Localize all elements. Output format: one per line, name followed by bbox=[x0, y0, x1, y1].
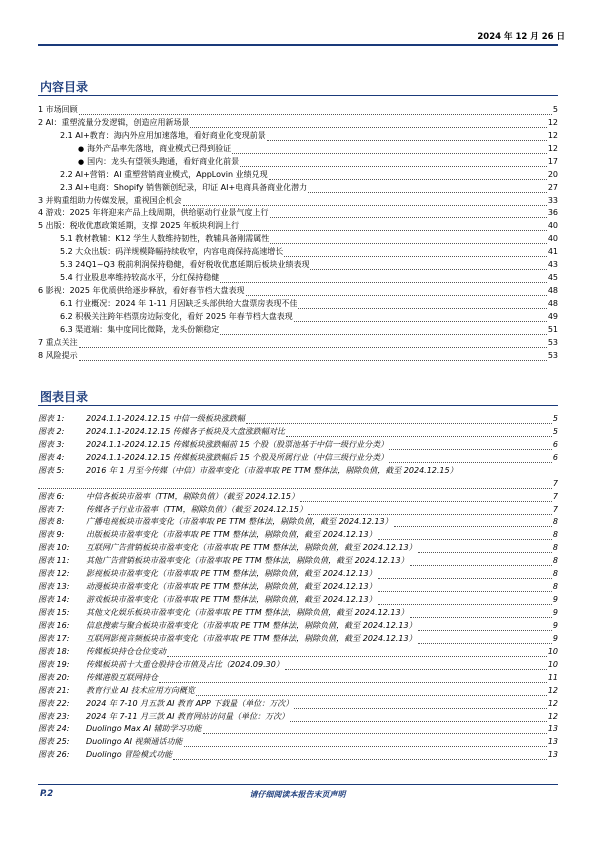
figure-entry-number: 图表 10: bbox=[38, 543, 70, 553]
figure-entry-label: 2024.1.1-2024.12.15 中信一级板块涨跌幅 bbox=[86, 413, 245, 423]
dot-leader bbox=[184, 740, 547, 747]
figure-entry-label: 其他文化娱乐板块市盈率变化（市盈率取 PE TTM 整体法，剔除负值，截至 2024.12.13） bbox=[86, 608, 409, 617]
dot-leader bbox=[190, 121, 546, 128]
toc-entry[interactable] bbox=[38, 231, 558, 244]
figure-entry-label: Duolingo AI 视频通话功能 bbox=[86, 737, 183, 747]
figure-entry-page: 5 bbox=[552, 426, 558, 436]
dot-leader bbox=[410, 559, 552, 566]
figure-entry[interactable] bbox=[38, 747, 558, 760]
figure-entry-page: 8 bbox=[552, 530, 558, 540]
figure-entry-number: 图表 3: bbox=[38, 439, 65, 449]
dot-leader bbox=[173, 753, 547, 760]
toc-entry-label bbox=[60, 234, 269, 244]
toc-entry-page: 40 bbox=[547, 221, 558, 231]
figure-entry[interactable] bbox=[38, 683, 558, 696]
toc-entry-page: 45 bbox=[547, 273, 558, 283]
figure-entry[interactable] bbox=[38, 709, 558, 722]
dot-leader bbox=[284, 250, 547, 257]
figure-entry[interactable] bbox=[38, 605, 558, 618]
toc-entry-label bbox=[60, 299, 297, 309]
dot-leader bbox=[38, 482, 552, 489]
figure-entry[interactable] bbox=[38, 540, 558, 553]
toc-entry-label bbox=[78, 144, 231, 154]
figure-entry-number: 图表 12: bbox=[38, 569, 70, 579]
toc-entry[interactable] bbox=[38, 283, 558, 296]
figure-entry-page: 6 bbox=[552, 452, 558, 462]
figure-entry[interactable] bbox=[38, 502, 558, 515]
figure-entry[interactable] bbox=[38, 424, 558, 437]
toc-entry-label bbox=[60, 325, 219, 335]
disclaimer-note: 请仔细阅读本报告末页声明 bbox=[249, 790, 346, 799]
figure-entry[interactable] bbox=[38, 631, 558, 644]
figure-entry-label: 传媒各子行业市盈率（TTM，剔除负值）（截至 2024.12.15） bbox=[86, 504, 308, 514]
figure-entry[interactable] bbox=[38, 411, 558, 424]
toc-entry-label bbox=[60, 183, 307, 193]
figure-entry-page: 7 bbox=[552, 478, 558, 488]
toc-entry-page: 51 bbox=[547, 324, 558, 334]
dot-leader bbox=[79, 354, 547, 361]
figure-entry-page: 9 bbox=[552, 633, 558, 643]
figure-entry[interactable] bbox=[38, 722, 558, 735]
figure-entry-page: 8 bbox=[552, 543, 558, 553]
toc-entry-page: 36 bbox=[547, 208, 558, 218]
figure-entry-label: 动漫板块市盈率变化（市盈率取 PE TTM 整体法，剔除负值，截至 2024.12.13） bbox=[86, 582, 377, 592]
figure-entry-label: 出版板块市盈率变化（市盈率取 PE TTM 整体法，剔除负值，截至 2024.12.13） bbox=[86, 530, 377, 540]
figure-entry-label: 互联网广告营销板块市盈率变化（市盈率取 PE TTM 整体法，剔除负值，截至 2024.12.13） bbox=[86, 543, 417, 553]
figure-entry[interactable] bbox=[38, 566, 558, 579]
figure-entry-page: 9 bbox=[552, 620, 558, 630]
toc-entry-label bbox=[38, 105, 78, 115]
figure-entry[interactable] bbox=[38, 527, 558, 540]
figure-entry-number: 图表 21: bbox=[38, 685, 70, 695]
dot-leader bbox=[418, 546, 552, 553]
dot-leader bbox=[378, 585, 552, 592]
dot-leader bbox=[203, 727, 547, 734]
toc-entry-page: 33 bbox=[547, 195, 558, 205]
dot-leader bbox=[286, 430, 552, 437]
dot-leader bbox=[183, 199, 547, 206]
toc-entry-text: 5.1 教材教辅：K12 学生人数维持韧性，教辅具备刚需属性 bbox=[60, 234, 270, 244]
bullet-icon: ● bbox=[78, 144, 85, 153]
toc-entry-label bbox=[60, 260, 309, 270]
toc-entry-text: 1 市场回顾 bbox=[38, 104, 78, 114]
figure-entry-number: 图表 14: bbox=[38, 595, 70, 605]
figure-entry-label: 广播电视板块市盈率变化（市盈率取 PE TTM 整体法，剔除负值，截至 2024.12.13） bbox=[86, 517, 393, 527]
figure-entry-number: 图表 18: bbox=[38, 646, 70, 656]
dot-leader bbox=[269, 173, 547, 180]
figure-entry-page: 11 bbox=[547, 672, 558, 682]
toc-entry-label bbox=[38, 208, 269, 218]
figure-entry-page: 6 bbox=[552, 439, 558, 449]
figure-entry-page: 5 bbox=[552, 413, 558, 423]
toc-entry-text: 国内：龙头有望领头跑通，看好商业化前景 bbox=[87, 156, 240, 166]
figure-entry-label: 2016 年 1 月至今传媒（中信）市盈率变化（市盈率取 PE TTM 整体法，剔除负值，截至 2024.12.15） bbox=[86, 465, 458, 475]
dot-leader bbox=[240, 224, 547, 231]
toc-entry[interactable] bbox=[38, 154, 558, 167]
toc-entry-label bbox=[60, 273, 219, 283]
figure-entry-number: 图表 8: bbox=[38, 517, 65, 527]
page-number: P.2 bbox=[40, 789, 54, 799]
figure-entry-label: 传媒港股互联网持仓 bbox=[86, 672, 158, 682]
toc-entry-page: 20 bbox=[547, 169, 558, 179]
dot-leader bbox=[418, 624, 552, 631]
toc-entry-label bbox=[38, 351, 78, 361]
toc-entry-label bbox=[38, 221, 239, 231]
toc-entry-text: 5 出版：税收优惠政策延期，支撑 2025 年板块利润上行 bbox=[38, 221, 240, 231]
toc-entry-label bbox=[38, 196, 182, 206]
toc-entry-text: 6.2 积极关注跨年档票房边际变化，看好 2025 年春节档大盘表现 bbox=[60, 311, 293, 321]
toc-entry-text: 2.1 AI+教育：海内外应用加速落地，看好商业化变现前景 bbox=[60, 130, 266, 140]
toc-entry-label bbox=[60, 312, 293, 322]
figure-entry-label: 2024.1.1-2024.12.15 传媒各子板块及大盘涨跌幅对比 bbox=[86, 426, 285, 436]
figure-entry-number: 图表 25: bbox=[38, 737, 70, 747]
figure-entry-label: 影视板块市盈率变化（市盈率取 PE TTM 整体法，剔除负值，截至 2024.12.13） bbox=[86, 569, 377, 579]
figure-entry-page: 8 bbox=[552, 569, 558, 579]
toc-entry[interactable] bbox=[38, 335, 558, 348]
figure-entry[interactable] bbox=[38, 463, 558, 476]
dot-leader bbox=[410, 611, 552, 618]
figures-title: 图表目录 bbox=[40, 390, 89, 404]
dot-leader bbox=[220, 276, 547, 283]
figure-entry-label: 教育行业 AI 技术应用方向概览 bbox=[86, 685, 195, 695]
toc-entry[interactable] bbox=[38, 309, 558, 322]
figure-entry-number: 图表 7: bbox=[38, 504, 65, 514]
dot-leader bbox=[79, 108, 552, 115]
toc-entry-label bbox=[60, 131, 266, 141]
figure-entry-page: 12 bbox=[547, 711, 558, 721]
dot-leader bbox=[394, 520, 552, 527]
figure-entry[interactable] bbox=[38, 734, 558, 747]
figure-list bbox=[38, 411, 558, 760]
figure-entry-page: 10 bbox=[547, 646, 558, 656]
toc-entry-text: 2 AI：重塑流量分发逻辑，创造应用新场景 bbox=[38, 117, 190, 127]
figure-entry-page: 9 bbox=[552, 608, 558, 617]
toc-entry[interactable] bbox=[38, 128, 558, 141]
dot-leader bbox=[79, 341, 547, 348]
dot-leader bbox=[378, 533, 552, 540]
toc-entry[interactable] bbox=[38, 218, 558, 231]
toc-entry[interactable] bbox=[38, 244, 558, 257]
figure-entry-page: 8 bbox=[552, 582, 558, 592]
dot-leader bbox=[270, 237, 547, 244]
toc-entry-text: 3 并购重组助力传媒发展，重视国企机会 bbox=[38, 195, 182, 205]
dot-leader bbox=[418, 637, 552, 644]
toc-entry[interactable] bbox=[38, 206, 558, 219]
toc-entry-page: 5 bbox=[552, 104, 558, 114]
toc-entry-page: 12 bbox=[547, 130, 558, 140]
toc-entry-page: 41 bbox=[547, 247, 558, 257]
toc-entry[interactable] bbox=[38, 102, 558, 115]
figure-entry-number: 图表 23: bbox=[38, 711, 70, 721]
toc-entry-text: 5.2 大众出版：码洋规模降幅持续收窄，内容电商保持高速增长 bbox=[60, 247, 284, 257]
dot-leader bbox=[290, 715, 547, 722]
dot-leader bbox=[246, 289, 547, 296]
dot-leader bbox=[389, 443, 552, 450]
toc-entry-label bbox=[38, 286, 245, 296]
figure-entry-label: 2024.1.1-2024.12.15 传媒板块涨跌幅后 15 个股及所属行业（中信三级行业分类） bbox=[86, 452, 389, 462]
figure-entry[interactable] bbox=[38, 644, 558, 657]
figure-entry-number: 图表 11: bbox=[38, 556, 70, 566]
figure-entry-number: 图表 19: bbox=[38, 659, 70, 669]
toc-entry-text: 海外产品率先落地，商业模式已得到验证 bbox=[87, 143, 232, 153]
header-divider bbox=[38, 44, 558, 46]
dot-leader bbox=[270, 211, 547, 218]
figure-entry-page: 13 bbox=[547, 737, 558, 747]
toc-entry-text: 7 重点关注 bbox=[38, 337, 78, 347]
dot-leader bbox=[298, 302, 546, 309]
toc-entry-text: 6.1 行业概况：2024 年 1-11 月因缺乏头部供给大盘票房表现不佳 bbox=[60, 299, 298, 308]
figure-entry[interactable] bbox=[38, 696, 558, 709]
figure-entry-number: 图表 5: bbox=[38, 465, 65, 475]
figure-entry[interactable] bbox=[38, 670, 558, 683]
figure-entry-label: 2024 年 7-10 月五款 AI 教育 APP 下载量（单位：万次） bbox=[86, 698, 294, 708]
dot-leader bbox=[246, 417, 552, 424]
dot-leader bbox=[378, 572, 552, 579]
figure-entry-page: 13 bbox=[547, 750, 558, 760]
dot-leader bbox=[310, 263, 546, 270]
figure-entry[interactable] bbox=[38, 515, 558, 528]
figure-entry-page: 7 bbox=[552, 491, 558, 501]
toc-entry-page: 48 bbox=[547, 299, 558, 308]
toc-entry[interactable] bbox=[38, 115, 558, 128]
toc-entry[interactable] bbox=[38, 141, 558, 154]
toc-entry-label bbox=[60, 247, 283, 257]
figure-entry[interactable] bbox=[38, 437, 558, 450]
dot-leader bbox=[159, 676, 547, 683]
dot-leader bbox=[378, 598, 552, 605]
toc-entry-page: 40 bbox=[547, 234, 558, 244]
dot-leader bbox=[267, 134, 547, 141]
figure-entry-number: 图表 4: bbox=[38, 452, 65, 462]
toc-entry[interactable] bbox=[38, 180, 558, 193]
figure-entry-label: 游戏板块市盈率变化（市盈率取 PE TTM 整体法，剔除负值，截至 2024.12.13） bbox=[86, 595, 377, 605]
dot-leader bbox=[285, 663, 547, 670]
toc-entry[interactable] bbox=[38, 167, 558, 180]
toc-entry-text: 6 影视：2025 年优质供给逐步释放，看好春节档大盘表现 bbox=[38, 286, 245, 296]
figure-entry-number: 图表 17: bbox=[38, 633, 70, 643]
figure-entry-number: 图表 16: bbox=[38, 620, 70, 630]
toc-entry[interactable] bbox=[38, 296, 558, 309]
toc-entry-page: 53 bbox=[547, 350, 558, 360]
report-date: 2024 年 12 月 26 日 bbox=[477, 32, 565, 42]
figure-entry-label: Duolingo Max AI 辅助学习功能 bbox=[86, 724, 202, 734]
bullet-icon: ● bbox=[78, 157, 85, 166]
figures-title-divider bbox=[38, 405, 558, 406]
figure-entry[interactable] bbox=[38, 618, 558, 631]
toc-entry-text: 5.3 24Q1~Q3 税前利润保持稳健，看好税收优惠延期后板块业绩表现 bbox=[60, 260, 310, 270]
toc-entry-text: 5.4 行业股息率维持较高水平，分红保持稳健 bbox=[60, 273, 220, 283]
figure-entry-number: 图表 15: bbox=[38, 608, 70, 617]
toc-entry[interactable] bbox=[38, 257, 558, 270]
toc-entry-page: 17 bbox=[547, 156, 558, 166]
figure-entry-label: 互联网影视音频板块市盈率变化（市盈率取 PE TTM 整体法，剔除负值，截至 2024.12.13） bbox=[86, 633, 417, 643]
dot-leader bbox=[300, 495, 552, 502]
figure-entry-number: 图表 26: bbox=[38, 750, 70, 760]
figure-entry-number: 图表 20: bbox=[38, 672, 70, 682]
figure-entry-page: 13 bbox=[547, 724, 558, 734]
dot-leader bbox=[232, 147, 547, 154]
figure-entry-page: 10 bbox=[547, 659, 558, 669]
toc-entry-text: 2.2 AI+营销：AI 重塑营销商业模式，AppLovin 业绩兑现 bbox=[60, 169, 268, 179]
figure-entry-label: 2024 年 7-11 月三款 AI 教育网站访问量（单位：万次） bbox=[86, 711, 290, 721]
toc-entry-text: 8 风险提示 bbox=[38, 350, 78, 360]
dot-leader bbox=[167, 650, 547, 657]
figure-entry-label: 信息搜索与聚合板块市盈率变化（市盈率取 PE TTM 整体法，剔除负值，截至 2024.12.13） bbox=[86, 620, 417, 630]
dot-leader bbox=[389, 456, 552, 463]
toc-entry-label bbox=[38, 118, 189, 128]
figure-entry-label: 传媒板块前十大重仓股持仓市值及占比（2024.09.30） bbox=[86, 659, 284, 669]
figure-entry-number: 图表 6: bbox=[38, 491, 65, 501]
toc-entry-text: 2.3 AI+电商：Shopify 销售额创纪录，印证 AI+电商具备商业化潜力 bbox=[60, 182, 308, 192]
figure-entry[interactable] bbox=[38, 592, 558, 605]
toc-title-divider bbox=[38, 95, 558, 96]
footer-divider bbox=[38, 784, 558, 785]
toc-entry-page: 49 bbox=[547, 311, 558, 321]
figure-entry-label: Duolingo 冒险模式功能 bbox=[86, 750, 173, 760]
dot-leader bbox=[308, 508, 552, 515]
toc-entry-page: 43 bbox=[547, 260, 558, 270]
toc-entry-page: 48 bbox=[547, 286, 558, 296]
figure-entry[interactable] bbox=[38, 489, 558, 502]
toc-entry-label bbox=[60, 170, 268, 180]
figure-entry-page: 9 bbox=[552, 595, 558, 605]
figure-entry-page: 8 bbox=[552, 556, 558, 566]
figure-entry-number: 图表 2: bbox=[38, 426, 65, 436]
toc-entry-text: 6.3 渠道端：集中度同比微降，龙头份额稳定 bbox=[60, 324, 220, 334]
figure-entry-continuation bbox=[38, 476, 558, 489]
figure-entry-number: 图表 22: bbox=[38, 698, 70, 708]
figure-entry-page: 8 bbox=[552, 517, 558, 527]
figure-entry[interactable] bbox=[38, 657, 558, 670]
figure-entry-page: 12 bbox=[547, 698, 558, 708]
figure-entry-label: 中信各板块市盈率（TTM，剔除负值）（截至 2024.12.15） bbox=[86, 491, 300, 501]
toc-entry-label bbox=[38, 338, 78, 348]
figure-entry-label: 其他广告营销板块市盈率变化（市盈率取 PE TTM 整体法，剔除负值，截至 2024.12.13） bbox=[86, 556, 409, 566]
table-of-contents bbox=[38, 102, 558, 361]
toc-entry-page: 53 bbox=[547, 337, 558, 347]
toc-title: 内容目录 bbox=[40, 80, 89, 94]
toc-entry-text: 4 游戏：2025 年将迎来产品上线周期，供给驱动行业景气度上行 bbox=[38, 208, 269, 218]
dot-leader bbox=[294, 702, 547, 709]
figure-entry-number: 图表 1: bbox=[38, 413, 65, 423]
figure-entry-number: 图表 9: bbox=[38, 530, 65, 540]
toc-entry-page: 12 bbox=[547, 117, 558, 127]
toc-entry-label bbox=[78, 157, 239, 167]
toc-entry[interactable] bbox=[38, 270, 558, 283]
figure-entry[interactable] bbox=[38, 579, 558, 592]
toc-entry-page: 12 bbox=[547, 143, 558, 153]
figure-entry-number: 图表 24: bbox=[38, 724, 70, 734]
dot-leader bbox=[308, 186, 547, 193]
toc-entry[interactable] bbox=[38, 193, 558, 206]
figure-entry-label: 2024.1.1-2024.12.15 传媒板块涨跌幅前 15 个股（股票池基于中信一级行业分类） bbox=[86, 439, 389, 449]
dot-leader bbox=[196, 689, 547, 696]
figure-entry[interactable] bbox=[38, 450, 558, 463]
toc-entry-page: 27 bbox=[547, 182, 558, 192]
toc-entry[interactable] bbox=[38, 322, 558, 335]
toc-entry[interactable] bbox=[38, 348, 558, 361]
dot-leader bbox=[220, 328, 547, 335]
figure-entry-page: 7 bbox=[552, 504, 558, 514]
dot-leader bbox=[294, 315, 547, 322]
figure-entry-number: 图表 13: bbox=[38, 582, 70, 592]
dot-leader bbox=[240, 160, 547, 167]
figure-entry-label: 传媒板块持仓仓位变动 bbox=[86, 646, 166, 656]
figure-entry-page: 12 bbox=[547, 685, 558, 695]
figure-entry[interactable] bbox=[38, 553, 558, 566]
